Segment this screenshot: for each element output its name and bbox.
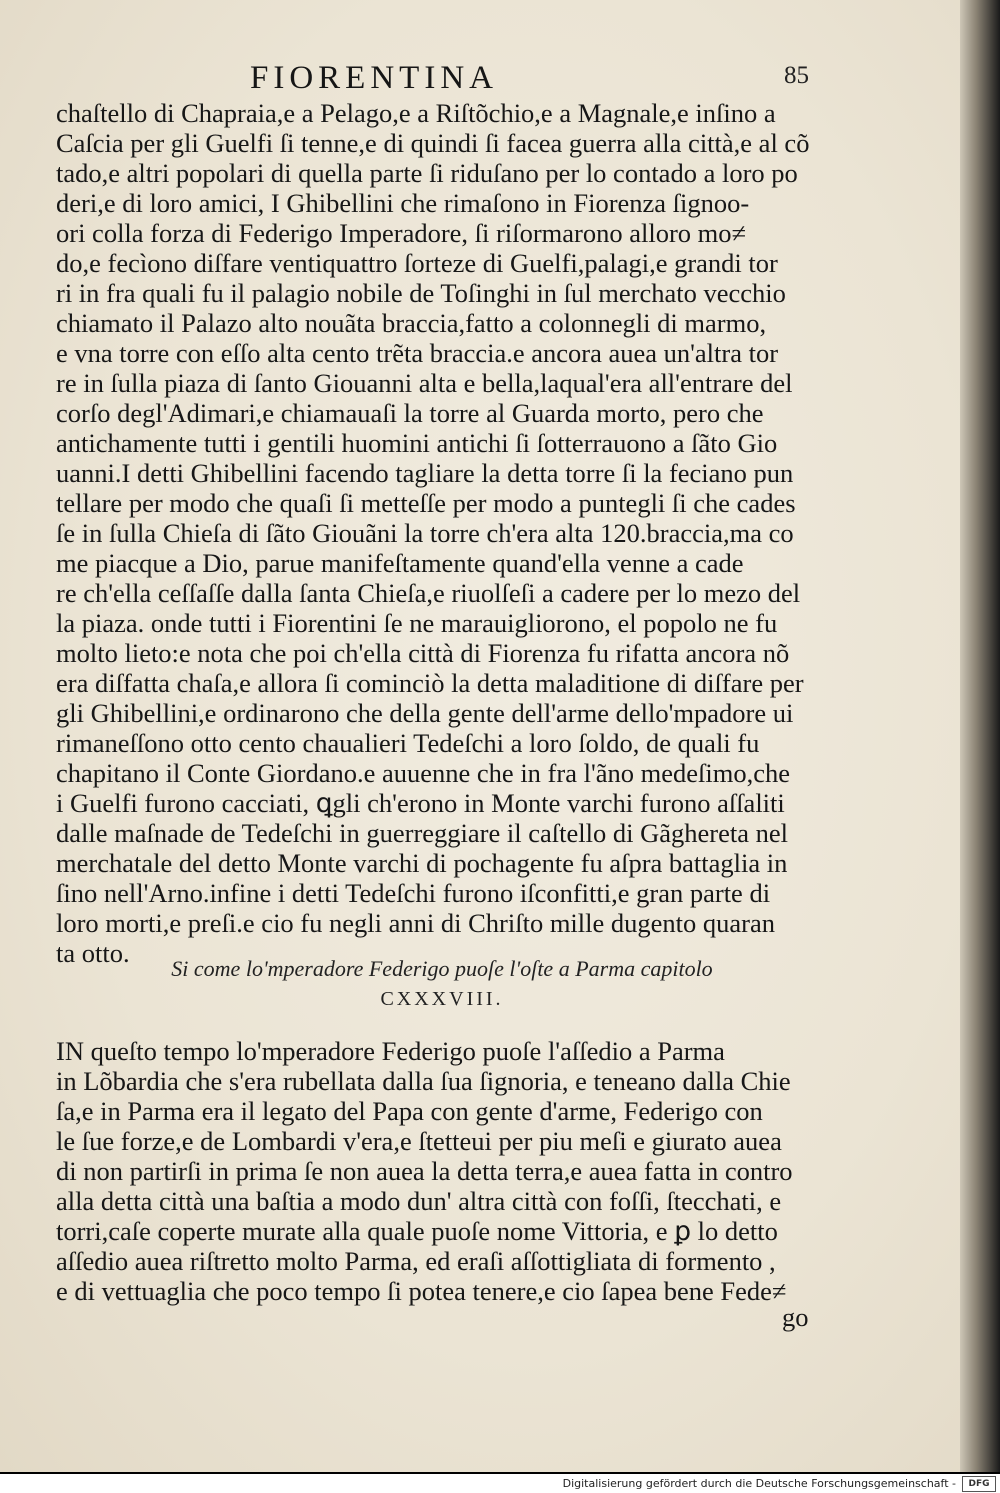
text-line: chaſtello di Chapraia,e a Pelago,e a Riſtõchio,e a Magnale,e inſino a <box>56 98 776 128</box>
text-line: uanni.I detti Ghibellini facendo tagliare la detta torre ſi la feciano pun <box>56 458 794 488</box>
text-line: chapitano il Conte Giordano.e auuenne che in fra l'ãno medeſimo,che <box>56 758 790 788</box>
text-line: Caſcia per gli Guelfi ſi tenne,e di quindi ſi facea guerra alla città,e al cõ <box>56 128 810 158</box>
digitization-footer <box>0 1474 1000 1493</box>
text-block-2 <box>56 1036 828 1306</box>
text-line: in Lõbardia che s'era rubellata dalla ſua ſignoria, e teneano dalla Chie <box>56 1066 791 1096</box>
text-line: do,e fecìono diſfare ventiquattro ſorteze di Guelfi,palagi,e grandi tor <box>56 248 778 278</box>
text-line: e di vettuaglia che poco tempo ſi potea tenere,e cio ſapea bene Fede≠ <box>56 1276 787 1306</box>
text-line: re in ſulla piaza di ſanto Giouanni alta e bella,laqual'era all'entrare del <box>56 368 793 398</box>
text-line: ſe in ſulla Chieſa di ſãto Giouãni la torre ch'era alta 120.braccia,ma co <box>56 518 794 548</box>
text-line: dalle maſnade de Tedeſchi in guerreggiare il caſtello di Gãghereta nel <box>56 818 788 848</box>
chapter-number: CXXXVIII. <box>380 988 504 1010</box>
text-line: ſa,e in Parma era il legato del Papa con gente d'arme, Federigo con <box>56 1096 763 1126</box>
text-line: gli Ghibellini,e ordinarono che della gente dell'arme dello'mpadore ui <box>56 698 794 728</box>
text-line: antichamente tutti i gentili huomini antichi ſi ſotterrauono a ſãto Gio <box>56 428 778 458</box>
text-line: la piaza. onde tutti i Fiorentini ſe ne marauigliorono, el popolo ne fu <box>56 608 778 638</box>
text-line: ta otto. <box>56 938 130 968</box>
text-line: corſo degl'Adimari,e chiamauaſi la torre al Guarda morto, pero che <box>56 398 764 428</box>
chapter-title: Si come lo'mperadore Federigo puoſe l'oſte a Parma capitolo <box>171 956 713 981</box>
funding-note: Digitalisierung gefördert durch die Deutsche Forschungsgemeinschaft - <box>562 1477 956 1490</box>
text-line: deri,e di loro amici, I Ghibellini che rimaſono in Fiorenza ſignoo- <box>56 188 750 218</box>
text-line: le ſue forze,e de Lombardi v'era,e ſtetteui per piu meſi e giurato auea <box>56 1126 782 1156</box>
text-line: ori colla forza di Federigo Imperadore, ſi riſormarono alloro mo≠ <box>56 218 747 248</box>
text-line: ſino nell'Arno.infine i detti Tedeſchi furono iſconfitti,e gran parte di <box>56 878 771 908</box>
text-line: torri,caſe coperte murate alla quale puoſe nome Vittoria, e ꝑ lo detto <box>56 1216 778 1246</box>
text-line: rimaneſſono otto cento chaualieri Tedeſchi a loro ſoldo, de quali fu <box>56 728 760 758</box>
text-line: i Guelfi furono cacciati, ꝗgli ch'erono in Monte varchi furono aſſaliti <box>56 788 785 818</box>
text-line: IN queſto tempo lo'mperadore Federigo puoſe l'aſſedio a Parma <box>56 1036 725 1066</box>
text-line: di non partirſi in prima ſe non auea la detta terra,e auea fatta in contro <box>56 1156 793 1186</box>
running-title: FIORENTINA <box>250 60 498 96</box>
chapter-heading <box>56 954 828 1014</box>
text-line: alla detta città una baſtia a modo dun' altra città con foſſi, ſtecchati, e <box>56 1186 782 1216</box>
text-line: e vna torre con eſſo alta cento trẽta braccia.e ancora auea un'altra tor <box>56 338 779 368</box>
text-line: chiamato il Palazo alto nouãta braccia,fatto a colonnegli di marmo, <box>56 308 767 338</box>
text-line: era diſfatta chaſa,e allora ſi cominciò la detta maladitione di diſfare per <box>56 668 804 698</box>
folio-number: 85 <box>784 62 809 89</box>
text-line: re ch'ella ceſſaſſe dalla ſanta Chieſa,e riuolſeſi a cadere per lo mezo del <box>56 578 801 608</box>
page-edge-shadow <box>960 0 1000 1472</box>
dfg-logo: DFG <box>962 1476 996 1492</box>
text-line: tellare per modo che quaſi ſi metteſſe per modo a puntegli ſi che cades <box>56 488 796 518</box>
catchword: go <box>782 1302 809 1332</box>
text-line: ri in fra quali fu il palagio nobile de Toſinghi in ſul merchato vecchio <box>56 278 786 308</box>
text-line: loro morti,e preſi.e cio fu negli anni di Chriſto mille dugento quaran <box>56 908 776 938</box>
text-line: molto lieto:e nota che poi ch'ella città di Fiorenza fu rifatta ancora nõ <box>56 638 790 668</box>
text-line: me piacque a Dio, parue manifeſtamente quand'ella venne a cade <box>56 548 744 578</box>
text-line: aſſedio auea riſtretto molto Parma, ed eraſi aſſottigliata di formento , <box>56 1246 776 1276</box>
text-line: merchatale del detto Monte varchi di pochagente fu aſpra battaglia in <box>56 848 788 878</box>
text-line: tado,e altri popolari di quella parte ſi riduſano per lo contado a loro po <box>56 158 798 188</box>
text-block-1 <box>56 98 828 968</box>
